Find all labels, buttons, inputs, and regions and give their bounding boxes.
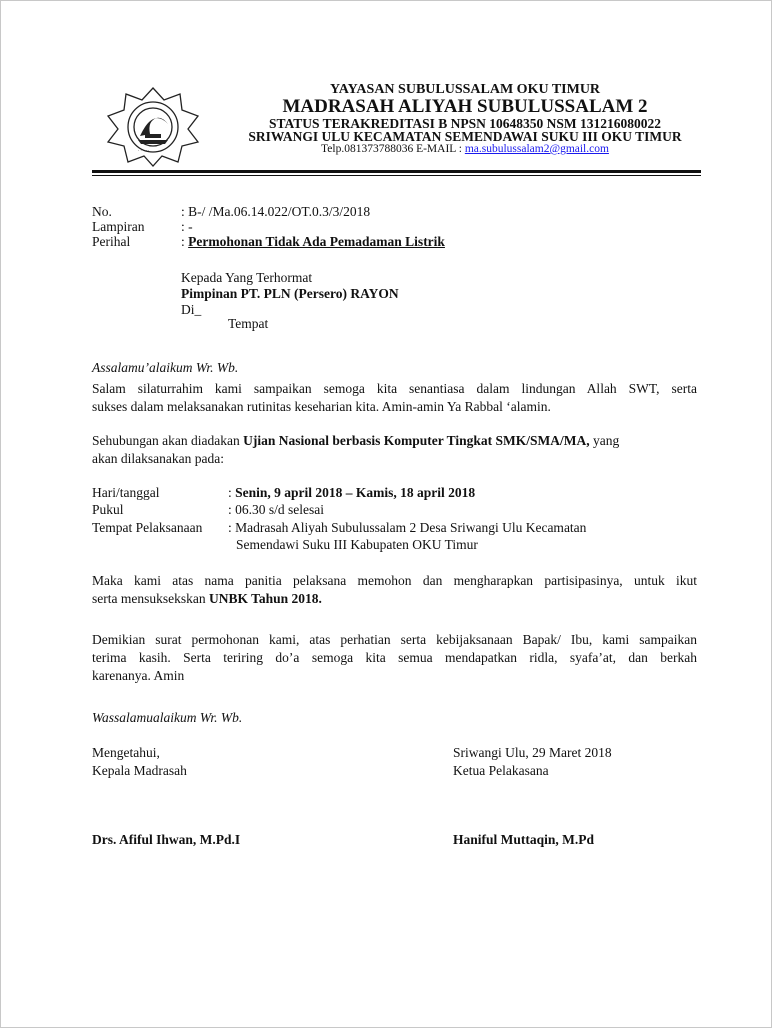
place-value-line-2: Semendawi Suku III Kabupaten OKU Timur — [236, 537, 478, 552]
p3-bold: UNBK Tahun 2018. — [208, 591, 322, 606]
date-value-line — [228, 485, 475, 501]
no-label: No. — [92, 204, 112, 219]
lampiran-label: Lampiran — [92, 219, 145, 234]
paragraph-2-line-1 — [92, 433, 619, 449]
closing: Wassalamualaikum Wr. Wb. — [92, 710, 243, 725]
perihal-label: Perihal — [92, 234, 131, 249]
lampiran-value: : - — [181, 219, 193, 234]
header-rule-thin — [92, 175, 701, 176]
right-signatory-name: Haniful Muttaqin, M.Pd — [453, 832, 595, 847]
p2-pre: Sehubungan akan diadakan — [92, 433, 244, 448]
contact-line — [210, 143, 720, 155]
paragraph-3-line-2 — [92, 591, 322, 607]
p3-pre: serta mensuksekskan — [92, 591, 209, 606]
email-link[interactable]: ma.subulussalam2@gmail.com — [464, 143, 609, 155]
paragraph-4-line-1: Demikian surat permohonan kami, atas perhatian serta kebijaksanaan Bapak/ Ibu, kami sampaikan — [92, 632, 697, 647]
perihal-value-line — [181, 234, 445, 250]
address-line: SRIWANGI ULU KECAMATAN SEMENDAWAI SUKU III OKU TIMUR — [248, 129, 682, 144]
header-rule-thick — [92, 170, 701, 173]
left-signatory-name: Drs. Afiful Ihwan, M.Pd.I — [92, 832, 241, 847]
school-name: MADRASAH ALIYAH SUBULUSSALAM 2 — [282, 96, 648, 117]
paragraph-1-line-1: Salam silaturrahim kami sampaikan semoga kita senantiasa dalam lindungan Allah SWT, serta — [92, 381, 697, 396]
perihal-colon: : — [181, 234, 189, 249]
recipient-line-4: Tempat — [228, 316, 269, 331]
recipient-line-2: Pimpinan PT. PLN (Persero) RAYON — [181, 286, 399, 301]
left-sign-line-2: Kepala Madrasah — [92, 763, 187, 778]
time-value: : 06.30 s/d selesai — [228, 502, 324, 517]
place-label: Tempat Pelaksanaan — [92, 520, 203, 535]
date-value: Senin, 9 april 2018 – Kamis, 18 april 2018 — [235, 485, 476, 500]
paragraph-4-line-2: terima kasih. Serta teriring do’a semoga kita semua mendapatkan ridla, syafa’at, dan berkah — [92, 650, 697, 665]
date-label: Hari/tanggal — [92, 485, 160, 500]
time-label: Pukul — [92, 502, 124, 517]
right-sign-line-2: Ketua Pelakasana — [453, 763, 549, 778]
perihal-value: Permohonan Tidak Ada Pemadaman Listrik — [188, 234, 445, 249]
left-sign-line-1: Mengetahui, — [92, 745, 160, 760]
contact-prefix: Telp.081373788036 E-MAIL : — [321, 143, 465, 155]
accreditation-line: STATUS TERAKREDITASI B NPSN 10648350 NSM 131216080022 — [268, 116, 662, 131]
school-emblem-icon — [98, 84, 208, 168]
recipient-line-3: Di_ — [181, 302, 202, 317]
paragraph-2-line-2: akan dilaksanakan pada: — [92, 451, 224, 466]
recipient-line-1: Kepada Yang Terhormat — [181, 270, 313, 285]
p2-post: yang — [589, 433, 620, 448]
paragraph-4-line-3: karenanya. Amin — [92, 668, 185, 683]
paragraph-1-line-2: sukses dalam melaksanakan rutinitas keseharian kita. Amin-amin Ya Rabbal ‘alamin. — [92, 399, 551, 414]
date-colon: : — [228, 485, 236, 500]
right-sign-line-1: Sriwangi Ulu, 29 Maret 2018 — [453, 745, 612, 760]
foundation-name: YAYASAN SUBULUSSALAM OKU TIMUR — [329, 82, 601, 97]
greeting: Assalamu’alaikum Wr. Wb. — [92, 360, 239, 375]
no-value: : B-/ /Ma.06.14.022/OT.0.3/3/2018 — [181, 204, 371, 219]
place-value-line-1: : Madrasah Aliyah Subulussalam 2 Desa Sriwangi Ulu Kecamatan — [228, 520, 587, 535]
paragraph-3-line-1: Maka kami atas nama panitia pelaksana memohon dan mengharapkan partisipasinya, untuk ikut — [92, 573, 697, 588]
p2-bold: Ujian Nasional berbasis Komputer Tingkat SMK/SMA/MA, — [243, 433, 590, 448]
svg-text:· · · · ·: · · · · · — [138, 148, 150, 153]
